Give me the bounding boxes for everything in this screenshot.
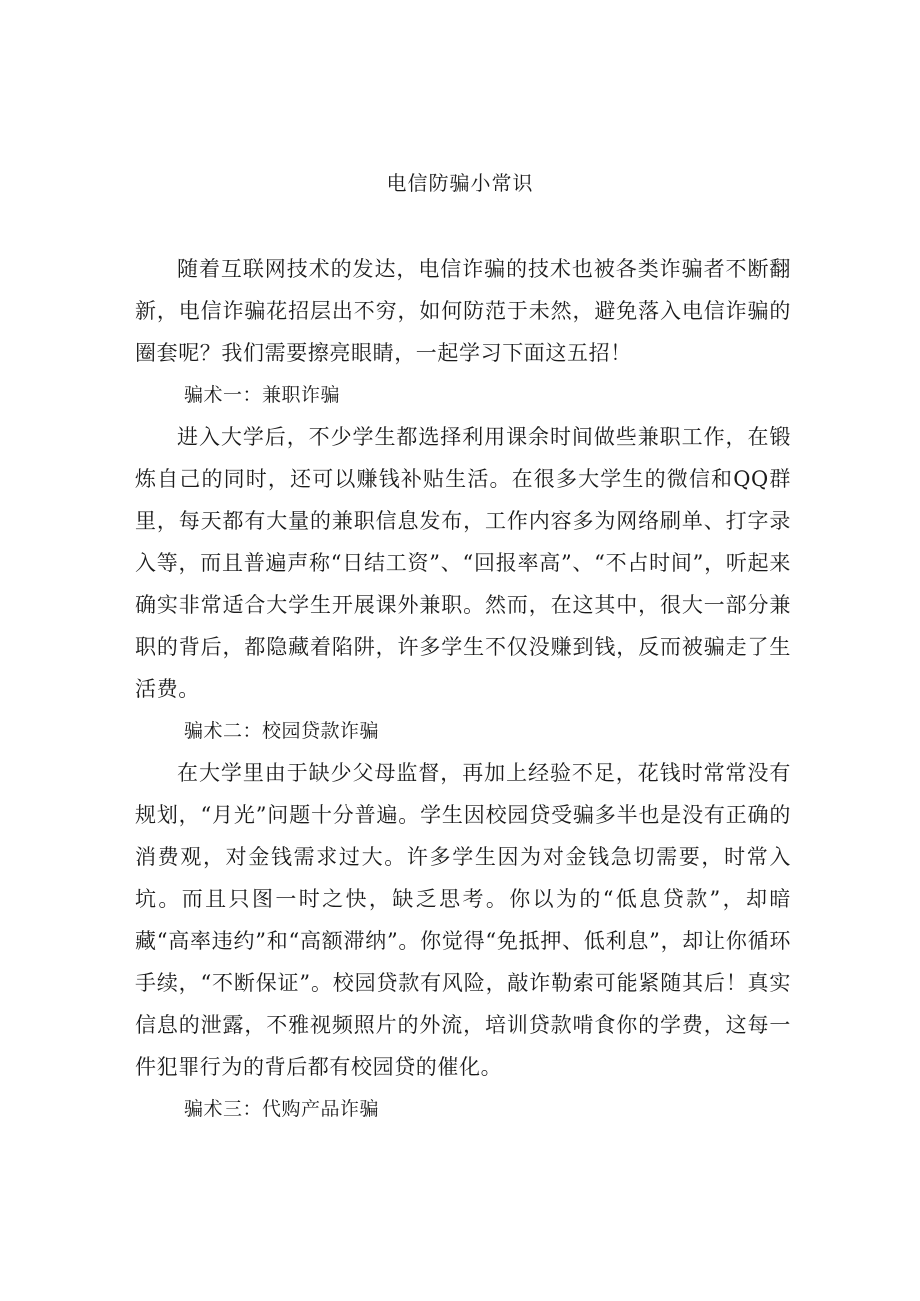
section-heading-1: 骗术一：兼职诈骗 xyxy=(184,384,341,406)
intro-paragraph: 随着互联网技术的发达，电信诈骗的技术也被各类诈骗者不断翻新，电信诈骗花招层出不穷，如何防范于未然，避免落入电信诈骗的圈套呢？我们需要擦亮眼睛，一起学习下面这五招！ xyxy=(135,257,791,365)
section-paragraph-1: 进入大学后，不少学生都选择利用课余时间做些兼职工作，在锻炼自己的同时，还可以赚钱补贴生活。在很多大学生的微信和QQ群里，每天都有大量的兼职信息发布，工作内容多为网络刷单、打字录入等，而且普遍声称“日结工资”、“回报率高”、“不占时间”，听起来确实非常适合大学生开展课外兼职。然而，在这其中，很大一部分兼职的背后，都隐藏着陷阱，许多学生不仅没赚到钱，反而被骗走了生活费。 xyxy=(135,425,791,701)
section-paragraph-2: 在大学里由于缺少父母监督，再加上经验不足，花钱时常常没有规划，“月光”问题十分普遍。学生因校园贷受骗多半也是没有正确的消费观，对金钱需求过大。许多学生因为对金钱急切需要，时常入坑。而且只图一时之快，缺乏思考。你以为的“低息贷款”，却暗藏“高率违约”和“高额滞纳”。你觉得“免抵押、低利息”，却让你循环手续，“不断保证”。校园贷款有风险，敲诈勒索可能紧随其后！真实信息的泄露，不雅视频照片的外流，培训贷款啃食你的学费，这每一件犯罪行为的背后都有校园贷的催化。 xyxy=(135,761,791,1079)
section-heading-3: 骗术三：代购产品诈骗 xyxy=(184,1098,380,1120)
document-title: 电信防骗小常识 xyxy=(386,171,534,195)
document-body xyxy=(135,248,791,1130)
section-heading-2: 骗术二：校园贷款诈骗 xyxy=(184,720,380,742)
